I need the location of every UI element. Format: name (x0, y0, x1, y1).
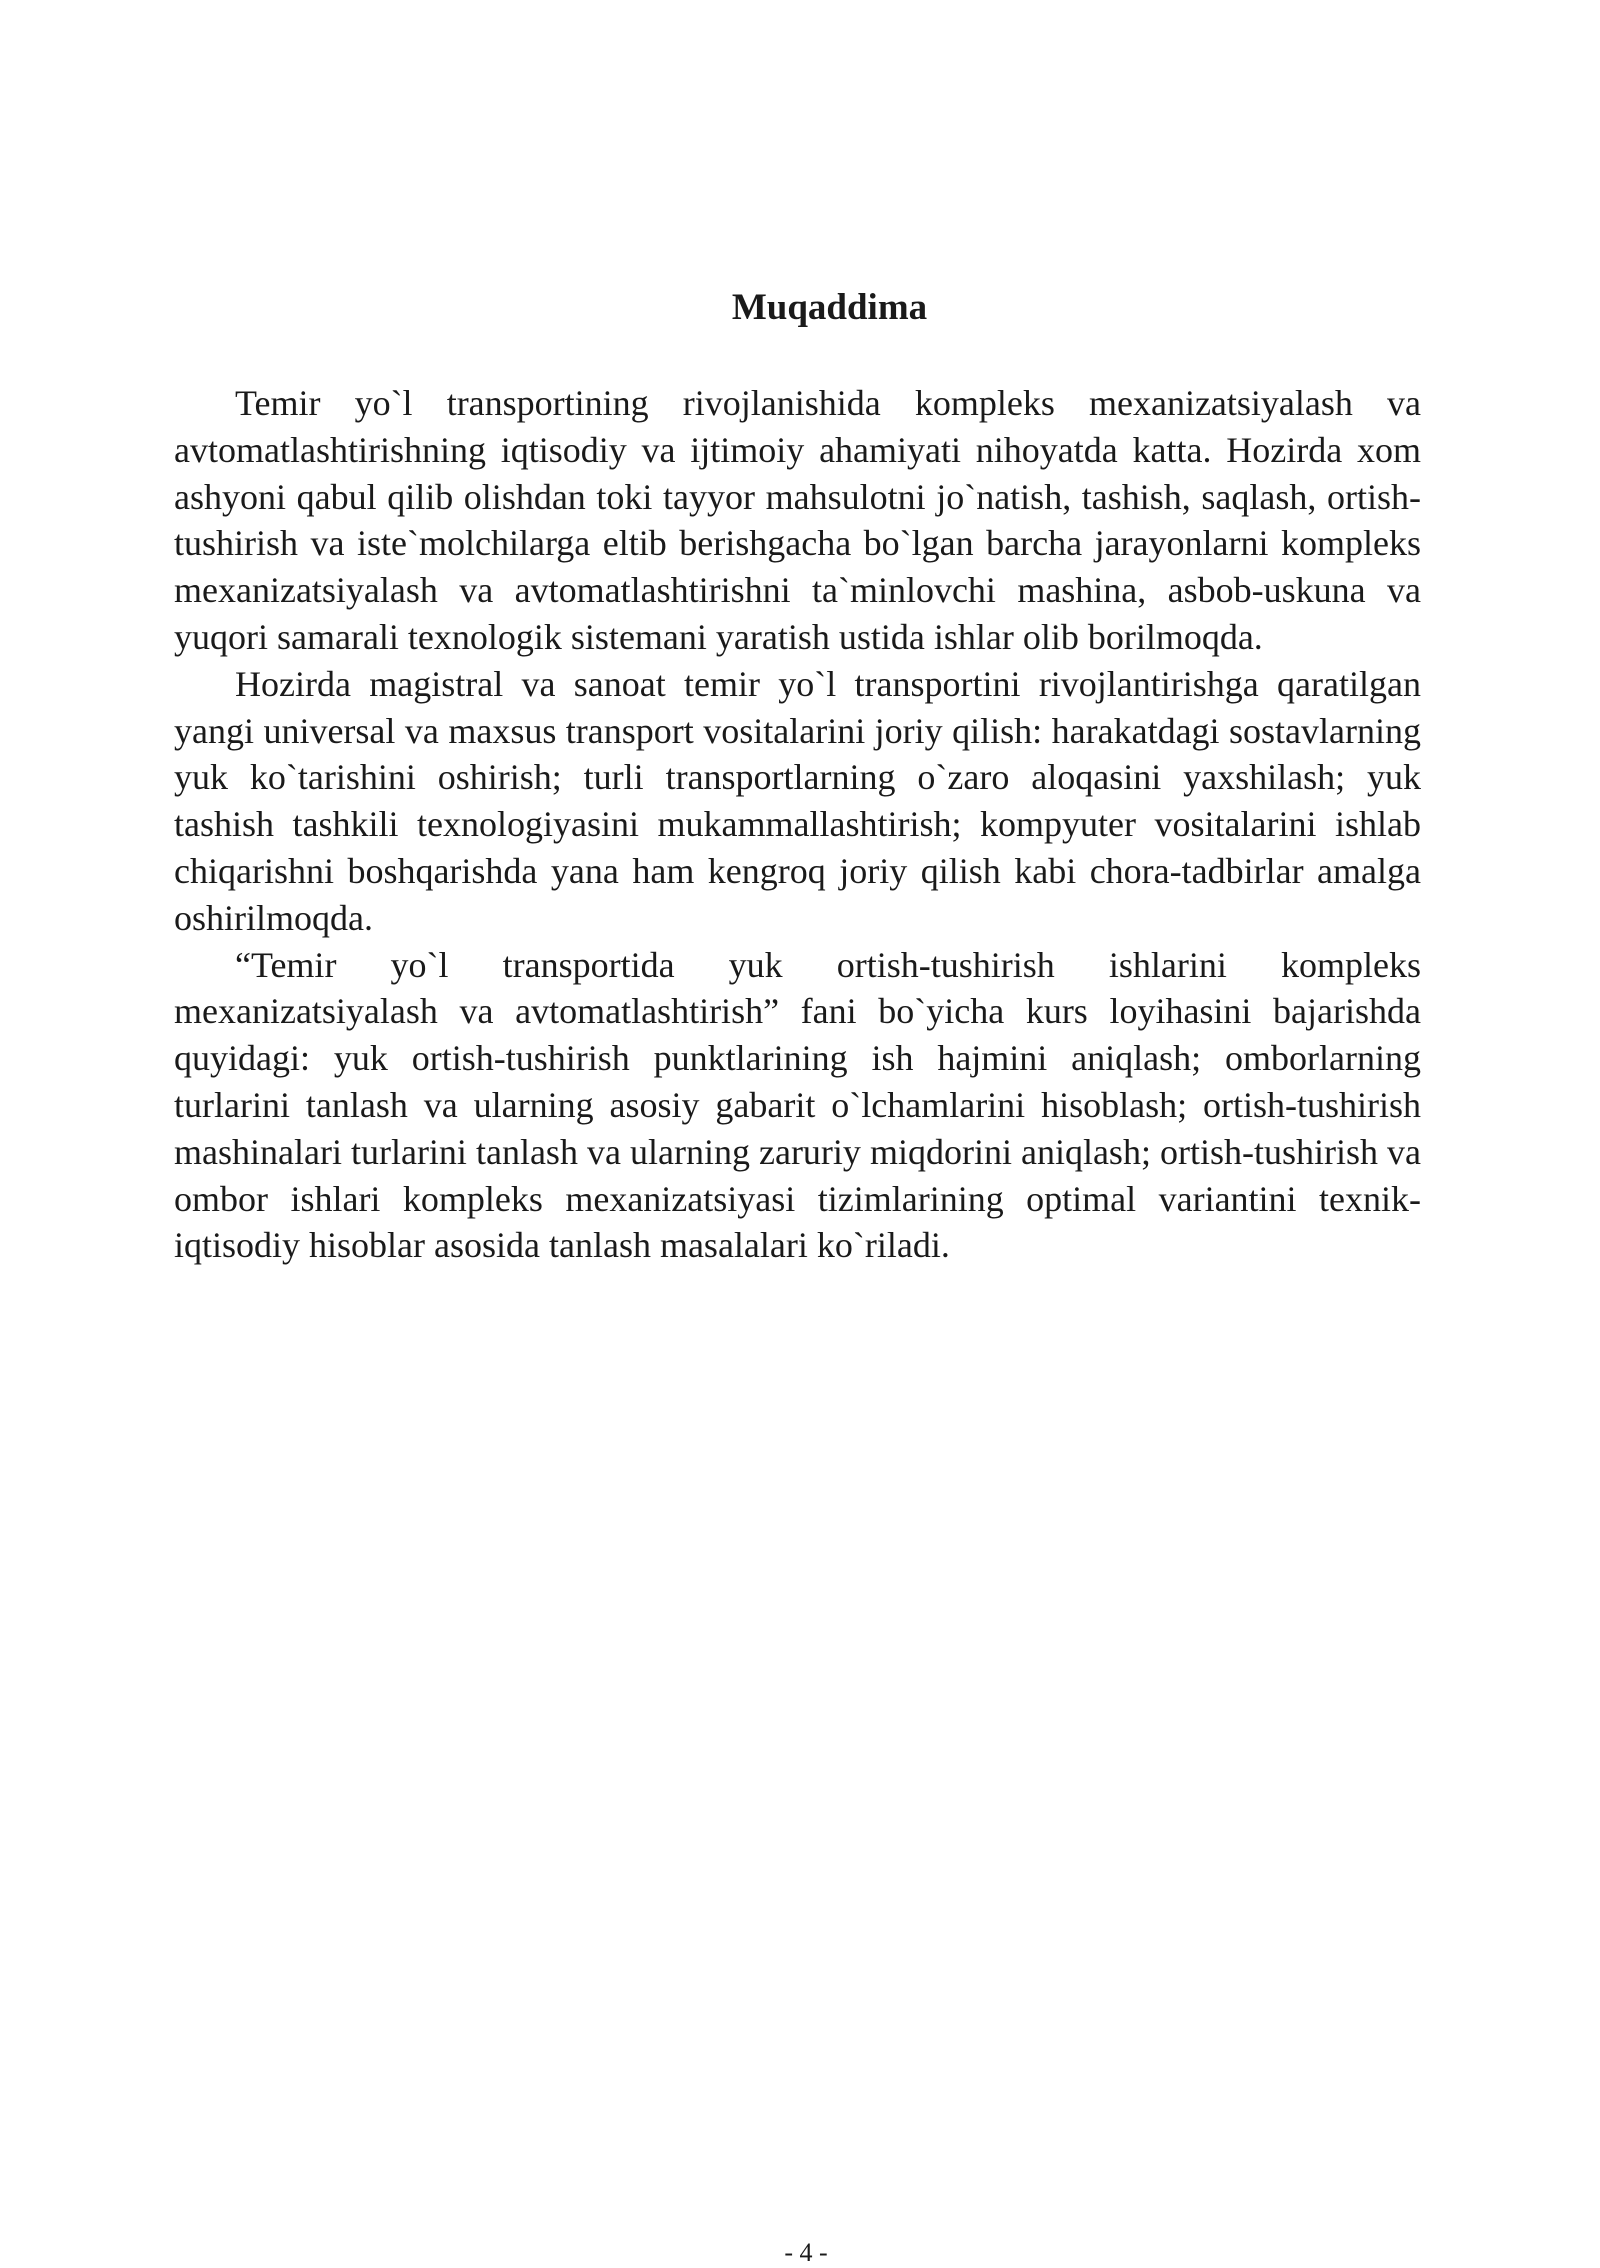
page-number: - 4 - (784, 2238, 828, 2267)
paragraph-1: Temir yo`l transportining rivojlanishida kompleks mexanizatsiyalash va avtomatlashtirishning iqtisodiy va ijtimoiy ahamiyati nihoyatda katta. Hozirda xom ashyoni qabul qilib olishdan toki tayyor mahsulotni jo`natish, tashish, saqlash, ortish-tushirish va iste`molchilarga eltib berishgacha bo`lgan barcha jarayonlarni kompleks mexanizatsiyalash va avtomatlashtirishni ta`minlovchi mashina, asbob-uskuna va yuqori samarali texnologik sistemani yaratish ustida ishlar olib borilmoqda. (174, 383, 1421, 657)
paragraph-3: “Temir yo`l transportida yuk ortish-tushirish ishlarini kompleks mexanizatsiyalash va avtomatlashtirish” fani bo`yicha kurs loyihasini bajarishda quyidagi: yuk ortish-tushirish punktlarining ish hajmini aniqlash; omborlarning turlarini tanlash va ularning asosiy gabarit o`lchamlarini hisoblash; ortish-tushirish mashinalari turlarini tanlash va ularning zaruriy miqdorini aniqlash; ortish-tushirish va ombor ishlari kompleks mexanizatsiyasi tizimlarining optimal variantini texnik-iqtisodiy hisoblar asosida tanlash masalalari ko`riladi. (174, 944, 1421, 1266)
page-title: Muqaddima (731, 287, 928, 328)
body-text (174, 380, 1421, 1269)
paragraph-2: Hozirda magistral va sanoat temir yo`l transportini rivojlantirishga qaratilgan yangi universal va maxsus transport vositalarini joriy qilish: harakatdagi sostavlarning yuk ko`tarishini oshirish; turli transportlarning o`zaro aloqasini yaxshilash; yuk tashish tashkili texnologiyasini mukammallashtirish; kompyuter vositalarini ishlab chiqarishni boshqarishda yana ham kengroq joriy qilish kabi chora-tadbirlar amalga oshirilmoqda. (174, 663, 1421, 938)
